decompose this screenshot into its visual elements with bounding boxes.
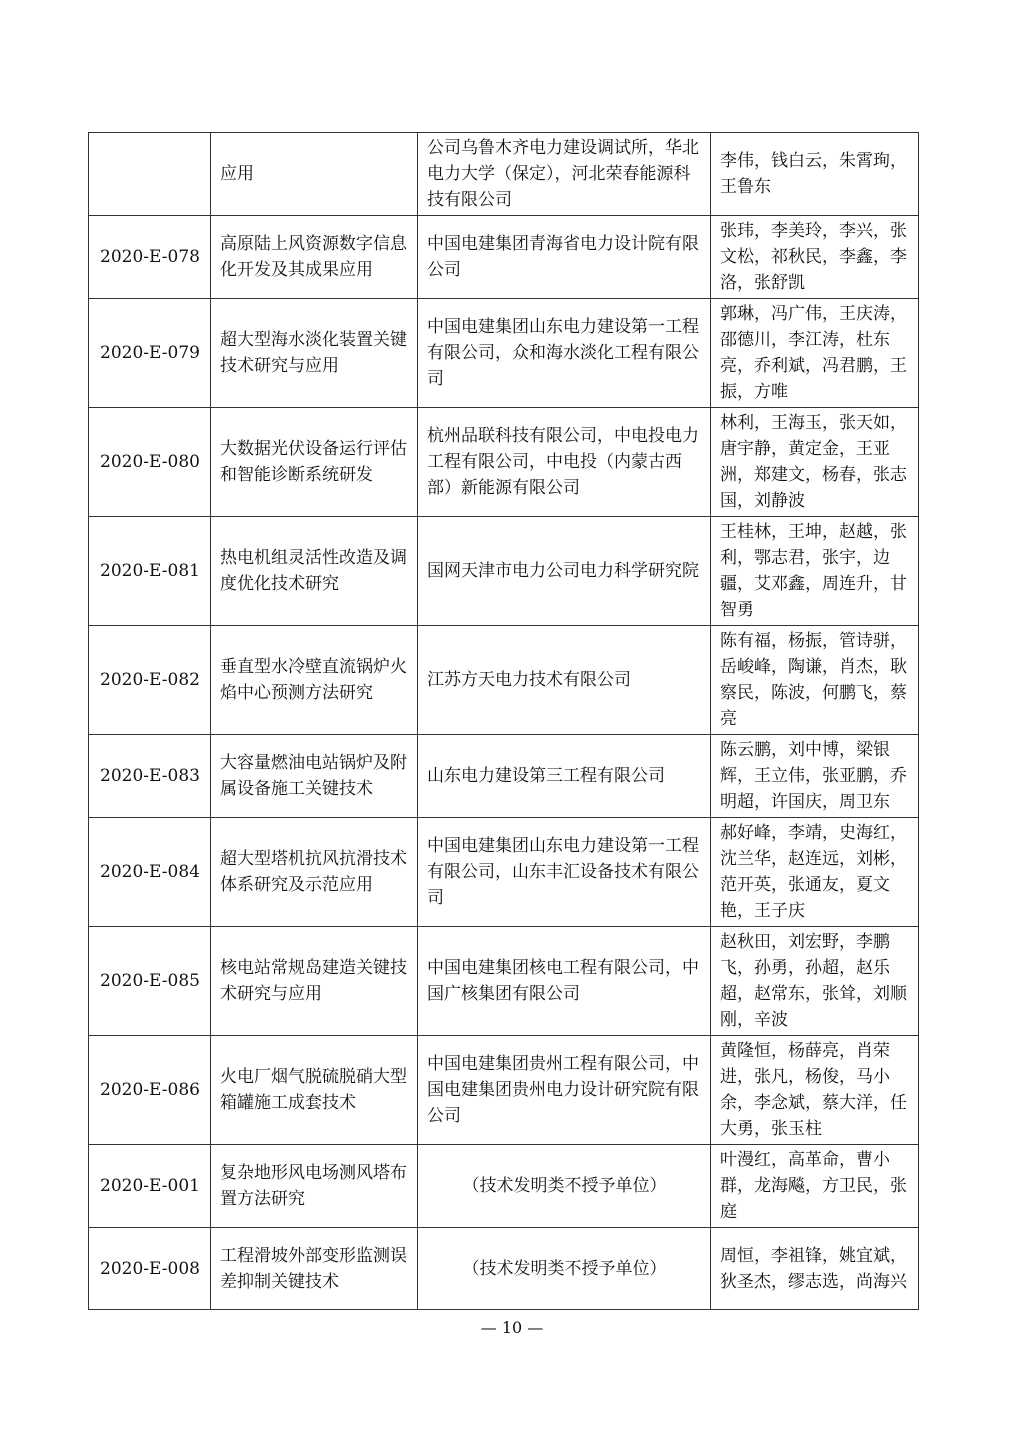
awards-table (88, 132, 919, 1310)
completion-people: 周恒，李祖锋，姚宜斌，狄圣杰，缪志选，尚海兴 (711, 1228, 919, 1310)
table-row (89, 216, 919, 299)
completion-units: 国网天津市电力公司电力科学研究院 (418, 517, 711, 626)
project-code: 2020-E-078 (89, 216, 211, 299)
table-row (89, 1036, 919, 1145)
completion-units: 江苏方天电力技术有限公司 (418, 626, 711, 735)
completion-units: 中国电建集团青海省电力设计院有限公司 (418, 216, 711, 299)
completion-people: 林利，王海玉，张天如，唐宇静，黄定金，王亚洲，郑建文，杨春，张志国，刘静波 (711, 408, 919, 517)
project-name: 复杂地形风电场测风塔布置方法研究 (211, 1145, 418, 1228)
completion-units: 杭州品联科技有限公司，中电投电力工程有限公司，中电投（内蒙古西部）新能源有限公司 (418, 408, 711, 517)
project-code: 2020-E-083 (89, 735, 211, 818)
project-code: 2020-E-081 (89, 517, 211, 626)
completion-units: （技术发明类不授予单位） (418, 1145, 711, 1228)
project-name: 超大型塔机抗风抗滑技术体系研究及示范应用 (211, 818, 418, 927)
table-row (89, 133, 919, 216)
completion-people: 张玮，李美玲，李兴，张文松，祁秋民，李鑫，李洛，张舒凯 (711, 216, 919, 299)
project-name: 应用 (211, 133, 418, 216)
project-code: 2020-E-084 (89, 818, 211, 927)
project-name: 热电机组灵活性改造及调度优化技术研究 (211, 517, 418, 626)
completion-people: 黄隆恒，杨薛亮，肖荣进，张凡，杨俊，马小余，李念斌，蔡大洋，任大勇，张玉柱 (711, 1036, 919, 1145)
table-row (89, 299, 919, 408)
project-code: 2020-E-080 (89, 408, 211, 517)
project-code: 2020-E-001 (89, 1145, 211, 1228)
project-name: 垂直型水冷壁直流锅炉火焰中心预测方法研究 (211, 626, 418, 735)
project-code: 2020-E-086 (89, 1036, 211, 1145)
table-row (89, 1228, 919, 1310)
completion-units: 中国电建集团贵州工程有限公司，中国电建集团贵州电力设计研究院有限公司 (418, 1036, 711, 1145)
project-name: 超大型海水淡化装置关键技术研究与应用 (211, 299, 418, 408)
project-name: 核电站常规岛建造关键技术研究与应用 (211, 927, 418, 1036)
completion-people: 郝好峰，李靖，史海红，沈兰华，赵连远，刘彬，范开英，张通友，夏文艳，王子庆 (711, 818, 919, 927)
project-code: 2020-E-082 (89, 626, 211, 735)
completion-units: 中国电建集团山东电力建设第一工程有限公司，众和海水淡化工程有限公司 (418, 299, 711, 408)
table-row (89, 818, 919, 927)
project-code: 2020-E-085 (89, 927, 211, 1036)
project-name: 高原陆上风资源数字信息化开发及其成果应用 (211, 216, 418, 299)
project-name: 大容量燃油电站锅炉及附属设备施工关键技术 (211, 735, 418, 818)
table-row (89, 517, 919, 626)
project-code: 2020-E-008 (89, 1228, 211, 1310)
table-row (89, 626, 919, 735)
completion-units: （技术发明类不授予单位） (418, 1228, 711, 1310)
completion-people: 赵秋田，刘宏野，李鹏飞，孙勇，孙超，赵乐超，赵常东，张耸，刘顺刚，辛波 (711, 927, 919, 1036)
completion-units: 山东电力建设第三工程有限公司 (418, 735, 711, 818)
project-name: 工程滑坡外部变形监测误差抑制关键技术 (211, 1228, 418, 1310)
table-row (89, 1145, 919, 1228)
completion-units: 中国电建集团核电工程有限公司，中国广核集团有限公司 (418, 927, 711, 1036)
project-name: 大数据光伏设备运行评估和智能诊断系统研发 (211, 408, 418, 517)
completion-people: 叶漫红，高革命，曹小群，龙海飚，方卫民，张庭 (711, 1145, 919, 1228)
project-code: 2020-E-079 (89, 299, 211, 408)
project-name: 火电厂烟气脱硫脱硝大型箱罐施工成套技术 (211, 1036, 418, 1145)
table-row (89, 735, 919, 818)
page-number: — 10 — (480, 1318, 544, 1337)
completion-units: 公司乌鲁木齐电力建设调试所，华北电力大学（保定），河北荣春能源科技有限公司 (418, 133, 711, 216)
table-row (89, 408, 919, 517)
completion-people: 李伟，钱白云，朱霄珣，王鲁东 (711, 133, 919, 216)
completion-people: 王桂林，王坤，赵越，张利，鄂志君，张宇，边疆，艾邓鑫，周连升，甘智勇 (711, 517, 919, 626)
completion-people: 郭琳，冯广伟，王庆涛，邵德川，李江涛，杜东亮，乔利斌，冯君鹏，王振，方唯 (711, 299, 919, 408)
table-row (89, 927, 919, 1036)
completion-people: 陈云鹏，刘中博，梁银辉，王立伟，张亚鹏，乔明超，许国庆，周卫东 (711, 735, 919, 818)
project-code (89, 133, 211, 216)
completion-units: 中国电建集团山东电力建设第一工程有限公司，山东丰汇设备技术有限公司 (418, 818, 711, 927)
completion-people: 陈有福，杨振，管诗骈，岳峻峰，陶谦，肖杰，耿察民，陈波，何鹏飞，蔡亮 (711, 626, 919, 735)
